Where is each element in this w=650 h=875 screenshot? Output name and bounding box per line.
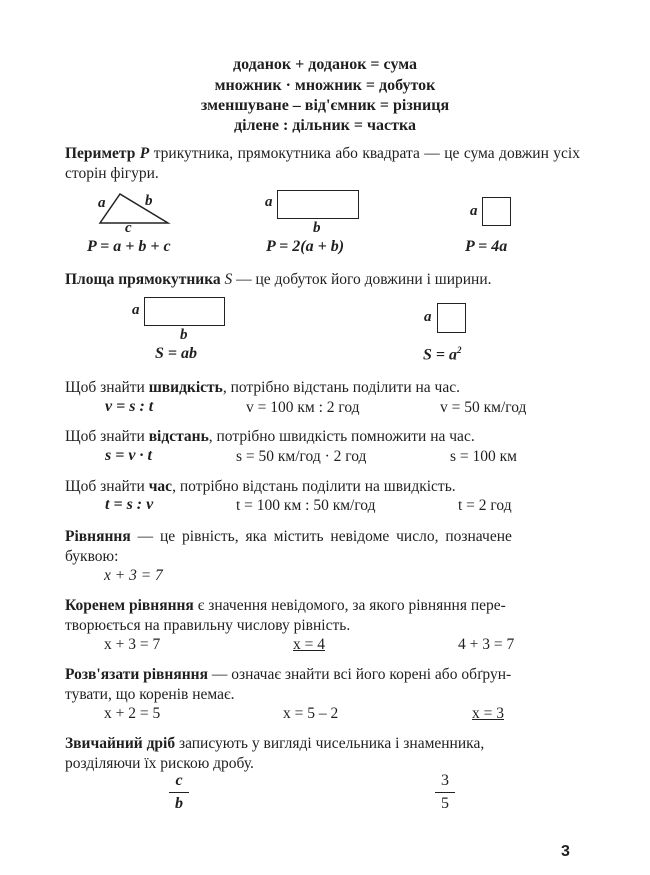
time-term: час [148,478,173,495]
time-example: t = 100 км : 50 км/год [236,497,376,514]
solve-example-3: x = 3 [472,705,504,722]
area-square-formula: $S = a^2$ [423,345,462,364]
root-definition-line1: Коренем рівняння є значення невідомого, за якого рівняння пере- [65,597,506,614]
speed-term: швидкість [148,379,223,396]
triangle-label-c: c [125,220,132,236]
equation-definition-line1: Рівняння — це рівність, яка містить невідоме число, позначене [65,528,512,545]
area-text: — це добуток його довжини і ширини. [232,271,492,288]
root-example-3: 4 + 3 = 7 [458,636,515,653]
distance-term: відстань [148,428,209,445]
fraction-denominator: b [175,795,183,813]
fraction-definition-line2: розділяючи їх рискою дробу. [65,755,254,772]
rectangle-shape-icon [277,190,359,219]
distance-example: s = 50 км/год · 2 год [236,448,367,465]
rectangle-label-a: a [265,194,273,210]
rule-division: ділене : дільник = частка [234,117,416,134]
perimeter-symbol: P [139,145,150,162]
equation-term: Рівняння [65,528,131,545]
area-rectangle-formula: S = ab [155,345,198,362]
fraction-bar [169,792,189,793]
speed-rule: Щоб знайти швидкість, потрібно відстань поділити на час. [65,379,460,396]
perimeter-definition [65,144,580,184]
rectangle-perimeter-formula: P = 2(a + b) [266,238,345,255]
fraction-bar [435,792,455,793]
triangle-perimeter-formula: P = a + b + c [87,238,171,255]
fraction-definition-line1: Звичайний дріб записують у вигляді чисельника і знаменника, [65,735,485,752]
perimeter-term: Периметр [65,145,136,162]
triangle-label-b: b [145,193,153,209]
page-number: 3 [561,843,570,860]
equation-definition-line2: буквою: [65,548,119,565]
speed-formula: v = s : t [105,398,154,415]
area-symbol: S [224,271,233,288]
time-rule: Щоб знайти час, потрібно відстань поділити на швидкість. [65,478,456,495]
solve-term: Розв'язати рівняння [65,666,208,683]
solve-definition-line1: Розв'язати рівняння — означає знайти всі його корені або обґрун- [65,666,512,683]
fraction-numeric [435,772,455,813]
square-shape-icon [482,197,511,226]
distance-formula: s = v · t [105,447,152,464]
time-formula: t = s : v [105,496,154,513]
equation-example: x + 3 = 7 [104,567,163,584]
square-perimeter-formula: P = 4a [465,238,508,255]
area-rectangle-shape-icon [144,297,225,326]
distance-rule: Щоб знайти відстань, потрібно швидкість помножити на час. [65,428,475,445]
root-example-1: x + 3 = 7 [104,636,161,653]
area-definition [65,270,492,290]
distance-result: s = 100 км [450,448,517,465]
time-result: t = 2 год [458,497,512,514]
square-label-a: a [470,203,478,219]
fraction-denominator: 5 [441,795,449,813]
triangle-shape-icon [95,190,175,228]
rule-multiplication: множник · множник = добуток [214,77,436,94]
root-term: Коренем рівняння [65,597,194,614]
solve-example-2: x = 5 – 2 [283,705,339,722]
area-square-shape-icon [437,303,466,333]
triangle-label-a: a [98,195,106,211]
solve-example-1: x + 2 = 5 [104,705,161,722]
perimeter-text: трикутника, прямокутника або квадрата — це сума довжин усіх сторін фігури. [65,145,580,182]
solve-definition-line2: тувати, що коренів немає. [65,686,235,703]
root-definition-line2: творюється на правильну числову рівність. [65,617,351,634]
area-term: Площа прямокутника [65,271,221,288]
rule-addition: доданок + доданок = сума [232,56,418,73]
rectangle-label-b: b [313,220,321,236]
fraction-term: Звичайний дріб [65,735,176,752]
speed-result: v = 50 км/год [440,399,527,416]
rule-subtraction: зменшуване – від'ємник = різниця [200,97,450,114]
root-example-2: x = 4 [293,636,325,653]
speed-example: v = 100 км : 2 год [246,399,360,416]
fraction-numerator: c [175,772,183,789]
fraction-symbolic [169,772,189,813]
fraction-numerator: 3 [441,772,449,789]
area-square-label-a: a [424,309,432,325]
area-rectangle-label-a: a [132,302,140,318]
area-rectangle-label-b: b [180,327,188,343]
